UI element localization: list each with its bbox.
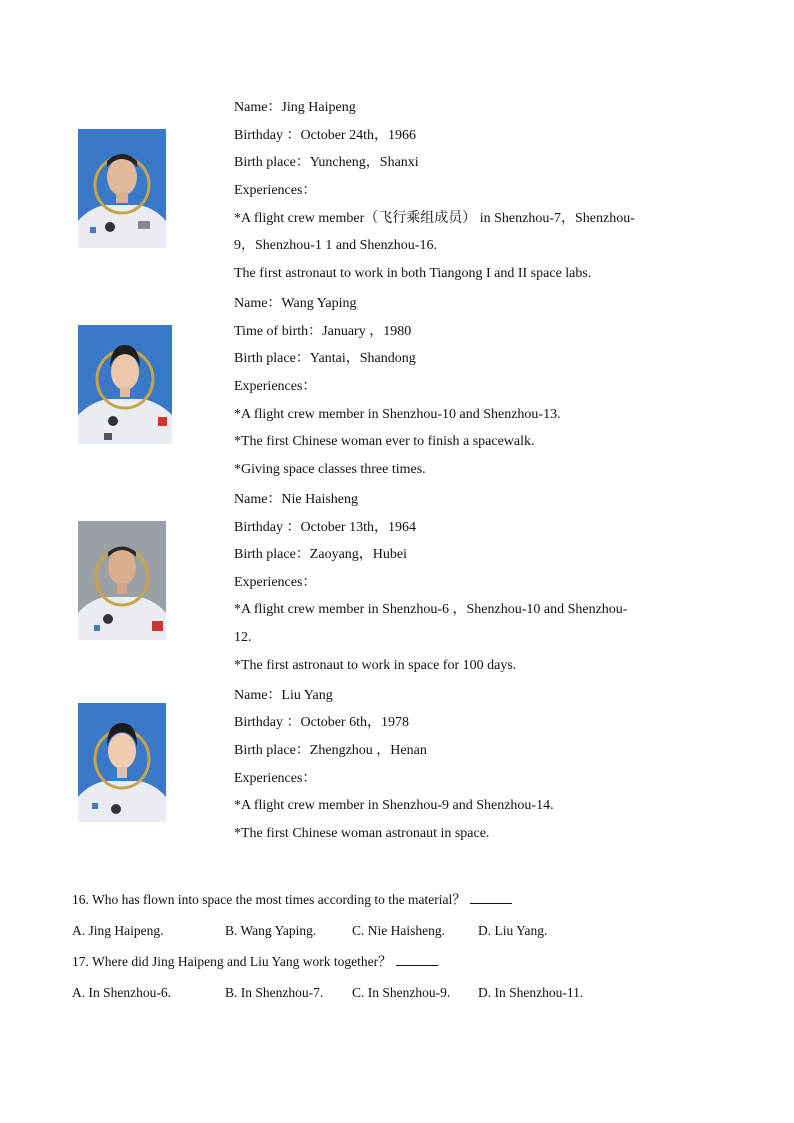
astronaut-photo-liu-yang bbox=[78, 703, 166, 822]
profile-4-experience-1: *A flight crew member in Shenzhou-9 and Shenzhou-14. bbox=[234, 798, 554, 813]
question-17-text: 17. Where did Jing Haipeng and Liu Yang work together？ bbox=[72, 954, 392, 969]
question-16-text: 16. Who has flown into space the most times according to the material？ bbox=[72, 892, 466, 907]
profile-3-birthplace: Birth place：Zaoyang，Hubei bbox=[234, 547, 408, 562]
question-16-answer-blank[interactable] bbox=[470, 891, 512, 904]
profile-2-name: Name：Wang Yaping bbox=[234, 296, 357, 311]
question-16-option-d[interactable]: D. Liu Yang. bbox=[478, 923, 548, 938]
astronaut-photo-nie-haisheng bbox=[78, 521, 166, 640]
profile-4-experiences-label: Experiences： bbox=[234, 771, 317, 786]
profile-4-birthday: Birthday ：October 6th，1978 bbox=[234, 715, 409, 730]
profile-3-birthday: Birthday ：October 13th，1964 bbox=[234, 520, 416, 535]
profile-3-name: Name：Nie Haisheng bbox=[234, 492, 359, 507]
astronaut-photo-wang-yaping bbox=[78, 325, 172, 444]
astronaut-photo-jing-haipeng bbox=[78, 129, 166, 248]
profile-1-experience-1-cont: 9，Shenzhou-1 1 and Shenzhou-16. bbox=[234, 238, 437, 253]
question-17-option-a[interactable]: A. In Shenzhou-6. bbox=[72, 985, 171, 1000]
profile-2-birthplace: Birth place：Yantai，Shandong bbox=[234, 351, 416, 366]
question-16 bbox=[72, 891, 512, 909]
profile-1-birthday: Birthday ：October 24th，1966 bbox=[234, 128, 416, 143]
question-17-option-b[interactable]: B. In Shenzhou-7. bbox=[225, 985, 324, 1000]
question-17 bbox=[72, 953, 438, 971]
profile-2-experience-2: *The first Chinese woman ever to finish a spacewalk. bbox=[234, 434, 535, 449]
profile-2-birth-time: Time of birth：January ，1980 bbox=[234, 324, 412, 339]
profile-4-experience-2: *The first Chinese woman astronaut in space. bbox=[234, 826, 490, 841]
profile-1-name: Name：Jing Haipeng bbox=[234, 100, 356, 115]
question-17-answer-blank[interactable] bbox=[396, 953, 438, 966]
profile-3-experience-1: *A flight crew member in Shenzhou-6 ，Shenzhou-10 and Shenzhou- bbox=[234, 602, 628, 617]
question-17-option-d[interactable]: D. In Shenzhou-11. bbox=[478, 985, 584, 1000]
question-16-option-a[interactable]: A. Jing Haipeng. bbox=[72, 923, 164, 938]
question-17-option-c[interactable]: C. In Shenzhou-9. bbox=[352, 985, 451, 1000]
profile-3-experience-1-cont: 12. bbox=[234, 630, 252, 645]
question-16-option-c[interactable]: C. Nie Haisheng. bbox=[352, 923, 445, 938]
profile-2-experience-3: *Giving space classes three times. bbox=[234, 462, 426, 477]
profile-1-experience-2: The first astronaut to work in both Tiangong I and II space labs. bbox=[234, 266, 592, 281]
question-16-option-b[interactable]: B. Wang Yaping. bbox=[225, 923, 317, 938]
profile-2-experience-1: *A flight crew member in Shenzhou-10 and Shenzhou-13. bbox=[234, 407, 561, 422]
profile-3-experience-2: *The first astronaut to work in space for 100 days. bbox=[234, 658, 517, 673]
profile-1-experience-1: *A flight crew member（飞行乘组成员） in Shenzhou-7，Shenzhou- bbox=[234, 211, 635, 226]
profile-1-birthplace: Birth place：Yuncheng，Shanxi bbox=[234, 155, 419, 170]
profile-1-experiences-label: Experiences： bbox=[234, 183, 317, 198]
profile-3-experiences-label: Experiences： bbox=[234, 575, 317, 590]
profile-4-name: Name：Liu Yang bbox=[234, 688, 333, 703]
profile-2-experiences-label: Experiences： bbox=[234, 379, 317, 394]
profile-4-birthplace: Birth place：Zhengzhou ，Henan bbox=[234, 743, 427, 758]
